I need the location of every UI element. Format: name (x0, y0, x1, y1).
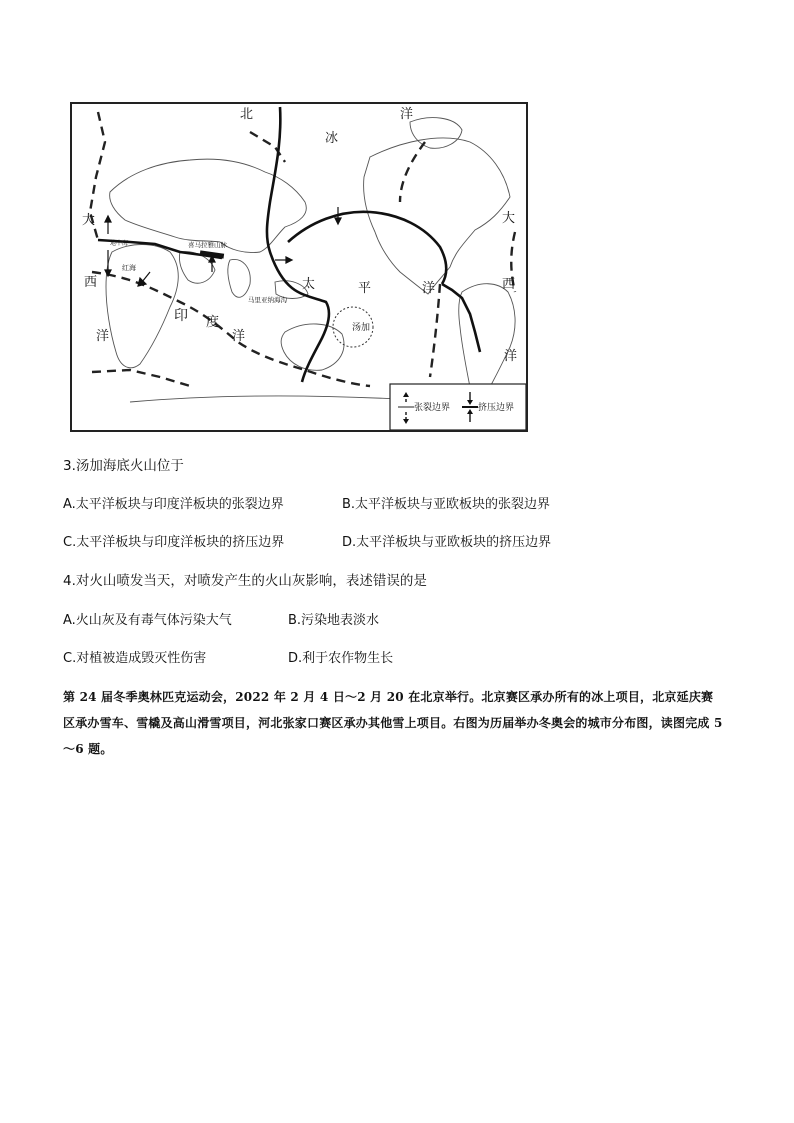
label-indian-2: 度 (206, 315, 220, 330)
label-arctic-1: 北 (240, 107, 254, 122)
label-himalaya: 喜马拉雅山脉 (188, 241, 227, 249)
map-legend (390, 384, 526, 430)
label-red-sea: 红海 (122, 264, 136, 272)
label-indian-3: 洋 (232, 329, 246, 344)
question-4-option-d: D.利于农作物生长 (288, 651, 394, 666)
label-atlantic-e-3: 洋 (504, 349, 518, 364)
question-3-option-a: A.太平洋板块与印度洋板块的张裂边界 (63, 497, 284, 512)
question-3-option-b: B.太平洋板块与亚欧板块的张裂边界 (342, 497, 551, 512)
question-3-stem: 3.汤加海底火山位于 (63, 458, 184, 474)
label-arctic-2: 冰 (325, 131, 339, 146)
label-atlantic-e-1: 大 (502, 211, 516, 226)
map-figure (70, 102, 528, 432)
label-tonga: 汤加 (352, 323, 371, 333)
label-pacific-1: 太 (302, 277, 316, 292)
label-atlantic-e-2: 西 (502, 277, 516, 292)
label-atlantic-w-3: 洋 (96, 329, 110, 344)
label-indian-1: 印 (174, 308, 188, 324)
legend-divergent-label: 张裂边界 (414, 403, 451, 413)
question-4-option-a: A.火山灰及有毒气体污染大气 (63, 613, 232, 628)
question-4-option-b: B.污染地表淡水 (288, 613, 380, 628)
label-arctic-3: 洋 (400, 107, 414, 122)
legend-convergent-label: 挤压边界 (478, 403, 515, 413)
map-frame (71, 103, 527, 431)
label-pacific-3: 洋 (422, 281, 436, 296)
label-atlantic-w-1: 大 (82, 213, 96, 228)
question-4-option-c: C.对植被造成毁灭性伤害 (63, 651, 207, 666)
question-3-option-c: C.太平洋板块与印度洋板块的挤压边界 (63, 535, 285, 550)
label-trench: 马里亚纳海沟 (248, 296, 287, 304)
question-3-option-d: D.太平洋板块与亚欧板块的挤压边界 (342, 535, 552, 550)
label-pacific-2: 平 (358, 281, 372, 296)
label-atlantic-w-2: 西 (84, 275, 98, 290)
olympics-passage: 第 24 届冬季奥林匹克运动会，2022 年 2 月 4 日～2 月 20 在北京举行。北京赛区承办所有的冰上项目，北京延庆赛区承办雪车、雪橇及高山滑雪项目，河北张家口赛区承办其他雪上项目。右图为历届举办冬奥会的城市分布图，读图完成 5～6 题。 (63, 690, 723, 756)
question-4-stem: 4.对火山喷发当天，对喷发产生的火山灰影响，表述错误的是 (63, 573, 427, 589)
plate-boundary-map (70, 102, 528, 432)
label-mediterranean: 地中海 (110, 240, 129, 247)
